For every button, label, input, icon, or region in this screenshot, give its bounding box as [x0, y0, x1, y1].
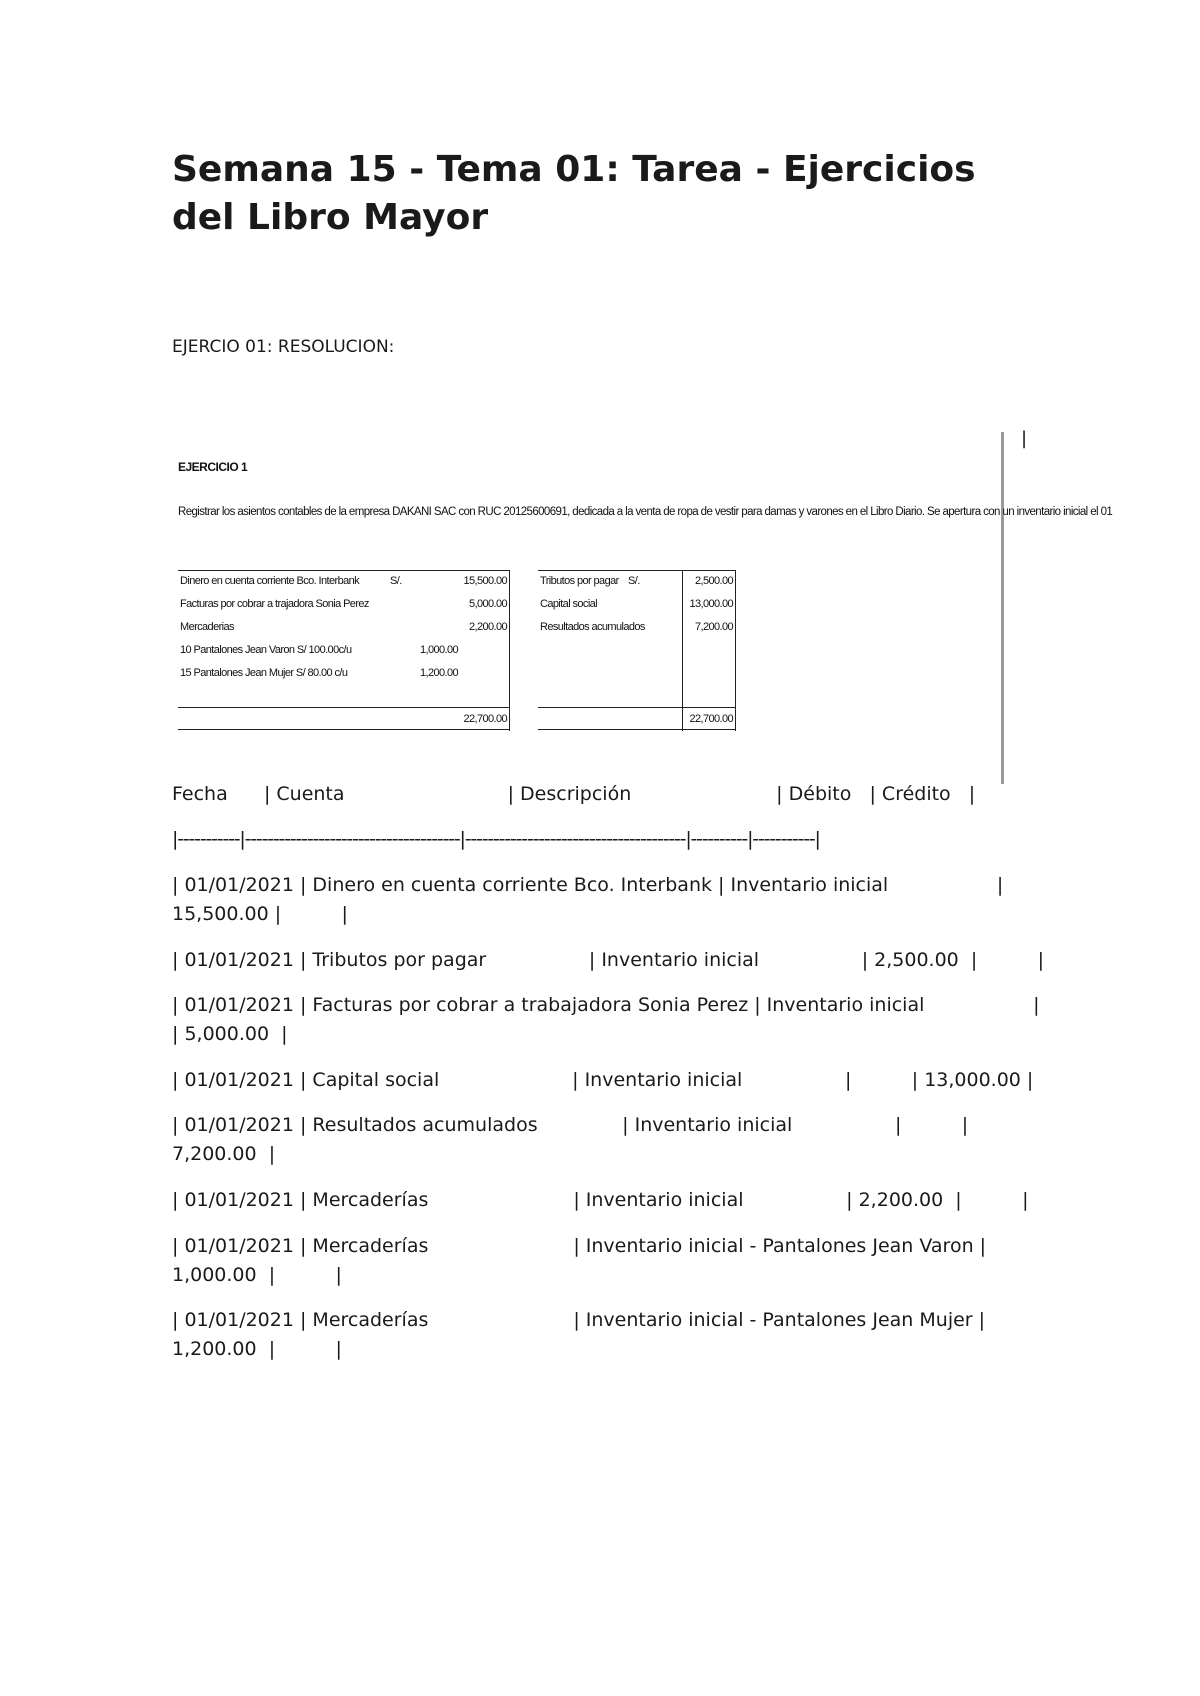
liabilities-bottom-rule — [538, 729, 735, 730]
ledger-line: | 01/01/2021 | Facturas por cobrar a trabajadora Sonia Perez | Inventario inicial | — [172, 994, 1040, 1016]
ledger-separator: |-----------|--------------------------------------|---------------------------------------|----------|-----------| — [172, 828, 820, 850]
liabilities-total: 22,700.00 — [689, 713, 733, 725]
ledger-line: | 01/01/2021 | Dinero en cuenta corriente Bco. Interbank | Inventario inicial | — [172, 874, 1004, 896]
liability-row-currency: S/. — [628, 575, 640, 587]
liability-row-label: Capital social — [540, 598, 598, 610]
ledger-line: 1,200.00 | | — [172, 1338, 342, 1360]
asset-row-label: Facturas por cobrar a trajadora Sonia Perez — [180, 598, 369, 610]
ledger-line: | 01/01/2021 | Resultados acumulados | Inventario inicial | | — [172, 1114, 969, 1136]
liability-row-label: Resultados acumulados — [540, 621, 645, 633]
asset-row-label: 15 Pantalones Jean Mujer S/ 80.00 c/u — [180, 667, 348, 679]
ledger-line: 1,000.00 | | — [172, 1264, 342, 1286]
asset-row-amount: 5,000.00 — [468, 598, 507, 610]
assets-table — [178, 570, 510, 731]
assets-bottom-rule — [178, 729, 509, 730]
embedded-exercise-image — [172, 430, 1113, 780]
asset-row-label: 10 Pantalones Jean Varon S/ 100.00c/u — [180, 644, 352, 656]
exercise-subtitle: EJERCIO 01: RESOLUCION: — [172, 337, 395, 357]
liability-row-amount: 7,200.00 — [694, 621, 733, 633]
liability-row-amount: 13,000.00 — [689, 598, 733, 610]
ledger-line: | 01/01/2021 | Mercaderías | Inventario inicial - Pantalones Jean Varon | — [172, 1235, 987, 1257]
ledger-line: | 01/01/2021 | Capital social | Inventario inicial | | 13,000.00 | — [172, 1069, 1034, 1091]
assets-total: 22,700.00 — [463, 713, 507, 725]
asset-row-subamount: 1,000.00 — [419, 644, 458, 656]
ledger-line: | 01/01/2021 | Tributos por pagar | Inventario inicial | 2,500.00 | | — [172, 949, 1045, 971]
ledger-header: Fecha | Cuenta | Descripción | Débito | Crédito | — [172, 783, 976, 805]
liability-row-amount: 2,500.00 — [694, 575, 733, 587]
assets-total-rule — [178, 707, 509, 708]
ledger-line: | 01/01/2021 | Mercaderías | Inventario inicial | 2,200.00 | | — [172, 1189, 1029, 1211]
ledger-line: 15,500.00 | | — [172, 903, 348, 925]
liability-row-label: Tributos por pagar — [540, 575, 619, 587]
ledger-line: | 01/01/2021 | Mercaderías | Inventario inicial - Pantalones Jean Mujer | — [172, 1309, 986, 1331]
ledger-line: | 5,000.00 | — [172, 1023, 288, 1045]
asset-row-amount: 15,500.00 — [463, 575, 507, 587]
embedded-heading: EJERCICIO 1 — [178, 460, 248, 474]
embedded-paragraph: Registrar los asientos contables de la empresa DAKANI SAC con RUC 20125600691, dedicada a la venta de ropa de vestir para damas y varones en el Libro Diario. Se apertura con un inventario inicial el 01 — [178, 506, 1113, 518]
asset-row-label: Dinero en cuenta corriente Bco. Interbank — [180, 575, 360, 587]
asset-row-subamount: 1,200.00 — [419, 667, 458, 679]
liabilities-table — [538, 570, 736, 731]
asset-row-currency: S/. — [390, 575, 402, 587]
asset-row-label: Mercaderias — [180, 621, 234, 633]
stray-bar-mark: | — [1021, 428, 1028, 449]
asset-row-amount: 2,200.00 — [468, 621, 507, 633]
liabilities-total-rule — [538, 707, 735, 708]
page-title: Semana 15 - Tema 01: Tarea - Ejercicios del Libro Mayor — [172, 149, 976, 238]
ledger-line: 7,200.00 | — [172, 1143, 276, 1165]
